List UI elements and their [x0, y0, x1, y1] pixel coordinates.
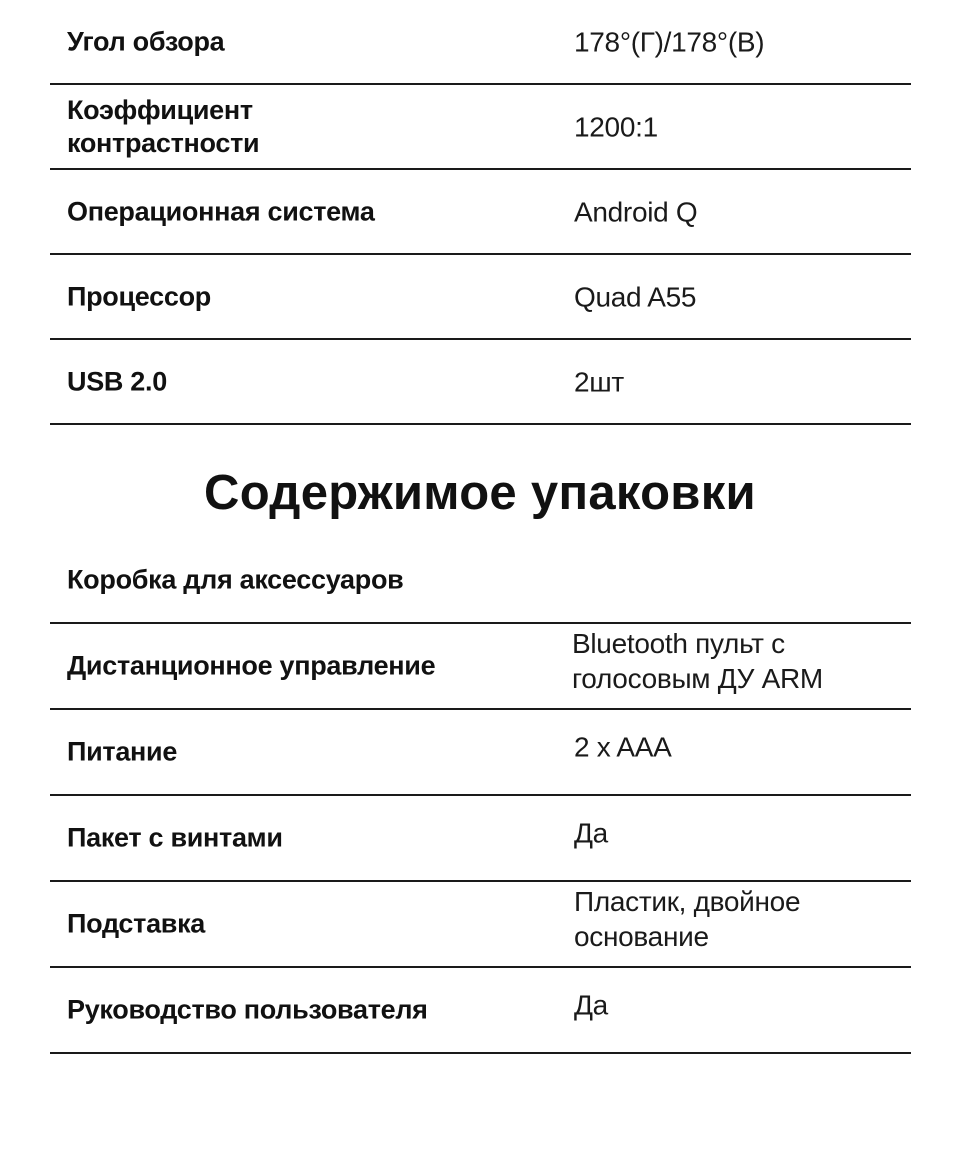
package-row-accessory-box — [50, 538, 911, 624]
package-item-label: Питание — [67, 736, 178, 767]
package-contents-table — [50, 538, 911, 1054]
package-item-label: Пакет с винтами — [67, 822, 283, 853]
package-contents-title: Содержимое упаковки — [204, 466, 756, 520]
spec-label: Угол обзора — [67, 26, 225, 56]
package-item-value: Да — [574, 989, 608, 1021]
package-item-value: 2 x AAA — [574, 731, 672, 763]
spec-label: Процессор — [67, 281, 211, 311]
spec-row-contrast-ratio — [50, 85, 911, 170]
spec-value: 2шт — [574, 366, 624, 397]
spec-value: 178°(Г)/178°(В) — [574, 26, 765, 57]
spec-label: USB 2.0 — [67, 366, 167, 396]
spec-value: 1200:1 — [574, 111, 658, 142]
spec-row-processor — [50, 255, 911, 340]
spec-label: Коэффициент контрастности — [67, 94, 260, 158]
package-item-value: Bluetooth пульт с голосовым ДУ ARM — [572, 627, 823, 694]
spec-label: Операционная система — [67, 196, 375, 226]
spec-value: Android Q — [574, 196, 698, 227]
package-row-user-manual — [50, 968, 911, 1054]
package-item-value: Да — [574, 817, 608, 849]
package-item-label: Коробка для аксессуаров — [67, 564, 404, 595]
spec-value: Quad A55 — [574, 281, 697, 312]
package-row-stand — [50, 882, 911, 968]
package-row-power — [50, 710, 911, 796]
package-item-label: Руководство пользователя — [67, 994, 428, 1025]
package-row-screw-pack — [50, 796, 911, 882]
package-row-remote-control — [50, 624, 911, 710]
package-item-value: Пластик, двойное основание — [574, 885, 801, 952]
spec-row-usb — [50, 340, 911, 425]
package-item-label: Подставка — [67, 908, 206, 939]
spec-row-viewing-angle — [50, 0, 911, 85]
specifications-table — [50, 0, 911, 425]
spec-row-operating-system — [50, 170, 911, 255]
package-item-label: Дистанционное управление — [67, 650, 436, 681]
